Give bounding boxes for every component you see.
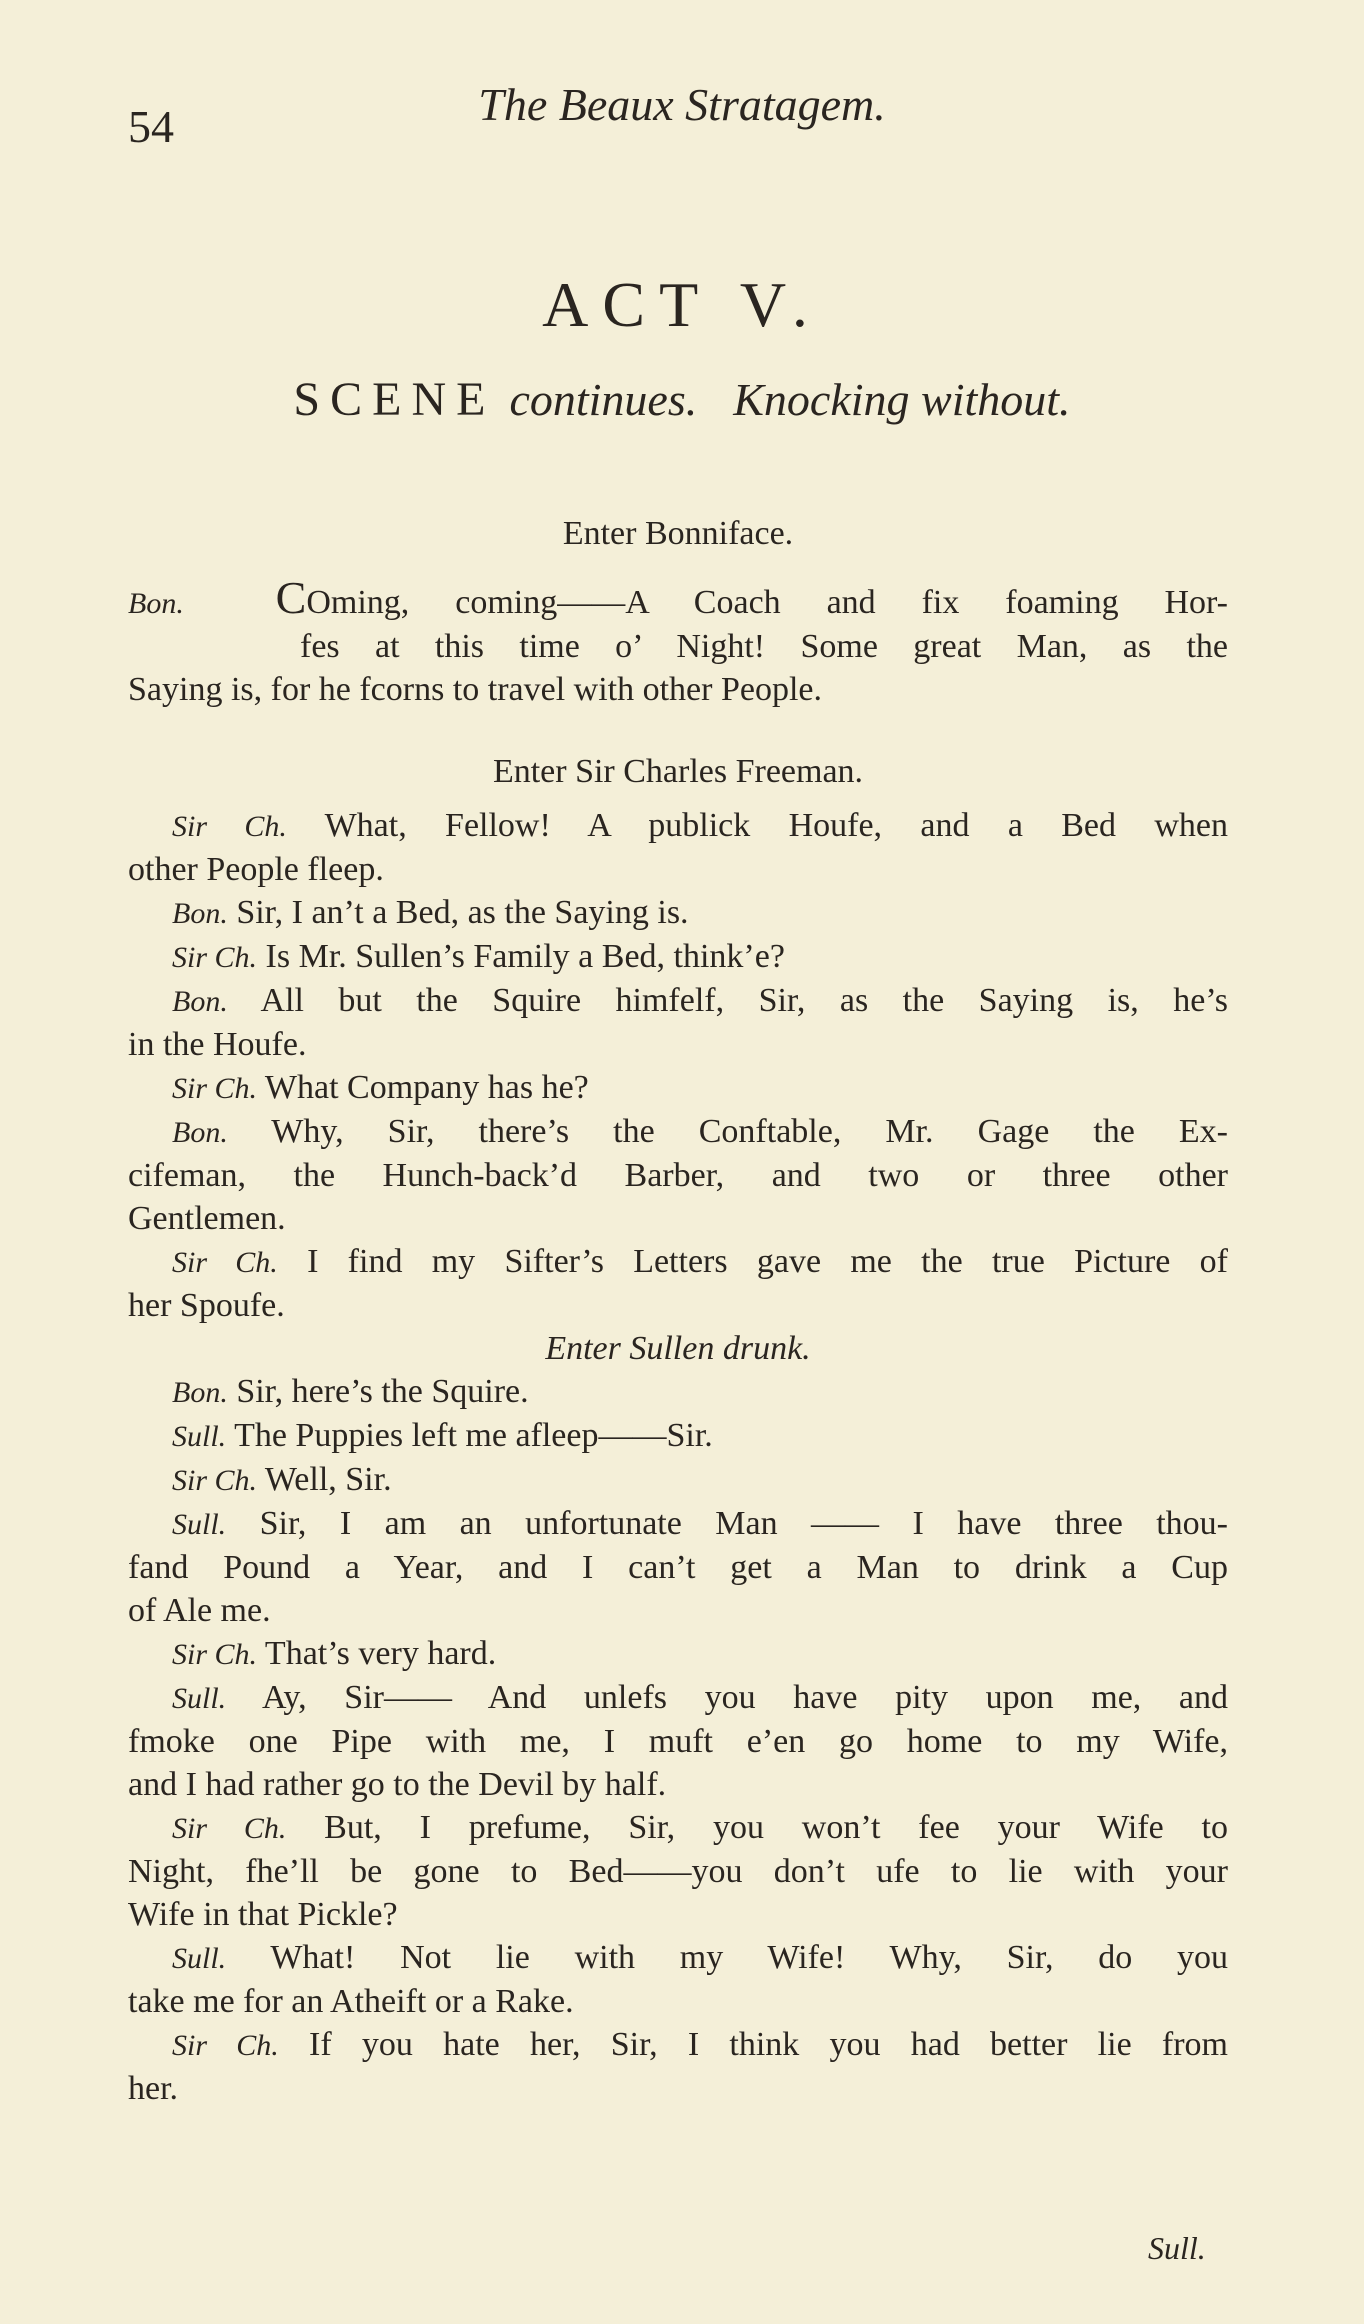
speech-text: All but the Squire himfelf, Sir, as the Saying is, he’s [260,982,1229,1019]
speech-line: other People fleep. [128,851,384,888]
speech-text: The Puppies left me afleep——Sir. [234,1417,713,1454]
speech-text: Ay, Sir—— And unlefs you have pity upon me, and [261,1679,1229,1716]
speech-line: her. [128,2070,179,2107]
speech-line [128,1806,1228,1850]
speaker-label: Bon. [172,1116,228,1149]
speech [128,572,1229,711]
speaker-label: Sir Ch. [172,1638,258,1671]
speaker-label: Sir Ch. [172,1812,287,1845]
speech-line: and I had rather go to the Devil by half. [128,1766,667,1803]
speaker-label: Bon. [128,587,184,620]
speech-line [128,1502,1228,1546]
catchword: Sull. [1148,2230,1206,2266]
speech-text: What Company has he? [264,1069,589,1106]
speech-line: Wife in that Pickle? [128,1896,398,1933]
speech-line [128,572,1229,625]
speech-text: Sir, I an’t a Bed, as the Saying is. [236,894,689,931]
speech-text: Sir, I am an unfortunate Man —— I have three thou- [259,1505,1229,1542]
speaker-label: Sull. [172,1508,227,1541]
speaker-label: Sir Ch. [172,1072,258,1105]
speech-line [128,2023,1228,2067]
speech-line [128,891,1228,935]
speech-text: If you hate her, Sir, I think you had better lie from [309,2026,1228,2063]
speech-text: Why, Sir, there’s the Conftable, Mr. Gage the Ex- [271,1113,1228,1150]
speech-line: of Ale me. [128,1592,271,1629]
running-title: The Beaux Stratagem. [478,79,886,130]
speech-text: Well, Sir. [264,1461,392,1498]
speech-line [128,1676,1228,1720]
stage-direction: Enter Bonniface. [562,515,794,552]
speech-line [128,1370,1228,1414]
speech-line: cifeman, the Hunch-back’d Barber, and two or three other [128,1157,1228,1194]
speech-line: fes at this time o’ Night! Some great Man, as the [300,628,1228,665]
speech-line: her Spoufe. [128,1287,285,1324]
speech-line: take me for an Atheift or a Rake. [128,1983,574,2020]
speech-line [128,1632,1228,1676]
speech-line [128,1414,1228,1458]
speaker-label: Sir Ch. [172,1464,258,1497]
speech-text: What, Fellow! A publick Houfe, and a Bed when [324,807,1228,844]
speech-text: I find my Sifter’s Letters gave me the true Picture of [307,1243,1228,1280]
speech-line [128,1110,1228,1154]
speaker-label: Bon. [172,897,228,930]
speech-line [128,1458,1228,1502]
stage-direction: Enter Sullen drunk. [545,1330,811,1367]
speaker-label: Bon. [172,985,228,1018]
dialogue [128,804,1228,2110]
speech-line: fand Pound a Year, and I can’t get a Man to drink a Cup [128,1549,1228,1586]
speaker-label: Bon. [172,1376,228,1409]
speaker-label: Sir Ch. [172,810,287,843]
speech-line [128,1066,1228,1110]
speech-text: Is Mr. Sullen’s Family a Bed, think’e? [265,938,785,975]
speaker-label: Sull. [172,1942,227,1975]
speech-line [128,1240,1228,1284]
act-heading: ACT V. [542,269,822,340]
speech-text: What! Not lie with my Wife! Why, Sir, do you [270,1939,1228,1976]
page-number: 54 [128,101,174,152]
speech-line [128,979,1228,1023]
speech-line [128,935,1228,979]
scene-continues: continues. [509,374,698,425]
drop-cap: C [275,572,307,623]
speech-line: fmoke one Pipe with me, I muft e’en go home to my Wife, [128,1723,1228,1760]
speech-text: Oming, coming——A Coach and fix foaming Hor- [306,584,1229,621]
speech-text: But, I prefume, Sir, you won’t fee your Wife to [324,1809,1229,1846]
speaker-label: Sir Ch. [172,2029,279,2062]
scene-heading [0,372,1364,427]
scene-direction: Knocking without. [733,374,1071,425]
speech-text: That’s very hard. [264,1635,497,1672]
speech-line [128,1936,1228,1980]
speech-line: Night, fhe’ll be gone to Bed——you don’t ufe to lie with your [128,1853,1228,1890]
speech-line: in the Houfe. [128,1026,307,1063]
speech-line: Gentlemen. [128,1200,286,1237]
speech-text: Sir, here’s the Squire. [236,1373,529,1410]
speaker-label: Sull. [172,1682,227,1715]
speaker-label: Sir Ch. [172,941,258,974]
scene-label: SCENE [293,373,496,426]
speaker-label: Sir Ch. [172,1246,278,1279]
speech-line [128,804,1228,848]
speech-line: Saying is, for he fcorns to travel with other People. [128,671,823,708]
speaker-label: Sull. [172,1420,227,1453]
stage-direction: Enter Sir Charles Freeman. [492,753,864,790]
